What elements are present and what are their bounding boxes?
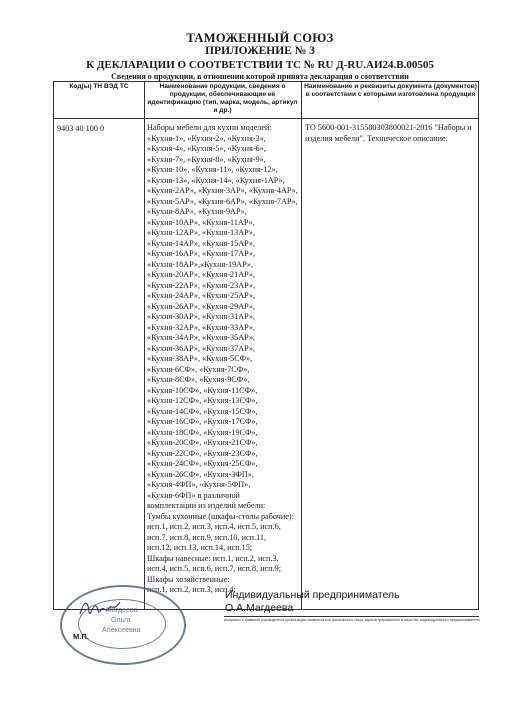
handwritten-signature	[78, 596, 122, 620]
column-header-product: Наименование продукции, сведения о продукции, обеспечивающие её идентификацию (тип, марка, модель, артикул и др.)	[147, 83, 298, 114]
annex-title: ПРИЛОЖЕНИЕ № 3	[205, 45, 315, 57]
stamp-line-1: Магдеева	[106, 607, 138, 614]
product-info-caption: Сведения о продукции, в отношении которой принята декларация о соответствии	[111, 72, 409, 81]
document-reference: ТО 5600-001-315580303800021-2016 "Наборы и изделия мебели". Техническое описание.	[305, 123, 472, 143]
column-header-code: Код(ы) ТН ВЭД ТС	[69, 83, 129, 90]
hs-code: 9403 40 100 0	[57, 124, 105, 133]
stamp-line-2: Ольга	[111, 617, 131, 624]
column-divider	[144, 82, 145, 609]
signature-line	[224, 616, 479, 617]
declaration-number: К ДЕКЛАРАЦИИ О СООТВЕТСТВИИ ТС № RU Д-RU.АИ24.В.00505	[86, 59, 434, 71]
header-row-divider	[54, 118, 478, 119]
signature-footnote: инициалы и фамилия руководителя организации-заявителя или физического лица, зарегистрированного в качестве индивидуального предпринимателя	[224, 618, 480, 622]
signer-name: О.А.Магдеева	[225, 602, 294, 614]
seal-place-label: М.П.	[73, 632, 89, 641]
product-table	[53, 81, 479, 610]
customs-union-title: ТАМОЖЕННЫЙ СОЮЗ	[186, 31, 334, 45]
product-description: Наборы мебели для кухни моделей: «Кухня-1», «Кухня-2», «Кухня-3», «Кухня-4», «Кухня-5», «Кухня-6», «Кухня-7», «Кухня-8», «Кухня-9», «Кухня-10», «Кухня-11», «Кухня-12», «Кухня-13», «Кухня-14», «Кухня-1АР», «Кухня-2АР», «Кухня-3АР», «Кухня-4АР», «Кухня-5АР», «Кухня-6АР», «Кухня-7АР», «Кухня-8АР», «Кухня-9АР», «Кухня-10АР», «Кухня-11АР», «Кухня-12АР», «Кухня-13АР», «Кухня-14АР», «Кухня-15АР», «Кухня-16АР», «Кухня-17АР», «Кухня-18АР»,«Кухня-19АР», «Кухня-20АР», «Кухня-21АР», «Кухня-22АР», «Кухня-23АР», «Кухня-24АР», «Кухня-25АР», «Кухня-26АР», «Кухня-29АР», «Кухня-30АР», «Кухня-31АР», «Кухня-32АР», «Кухня-33АР», «Кухня-34АР», «Кухня-35АР», «Кухня-36АР», «Кухня-37АР», «Кухня-38АР», «Кухня-5СФ», «Кухня-6СФ», «Кухня-7СФ», «Кухня-8СФ», «Кухня-9СФ», «Кухня-10СФ», «Кухня-11СФ», «Кухня-12СФ», «Кухня-13СФ», «Кухня-14СФ», «Кухня-15СФ», «Кухня-16СФ», «Кухня-17СФ», «Кухня-18СФ», «Кухня-19СФ», «Кухня-20СФ», «Кухня-21СФ», «Кухня-22СФ», «Кухня-23СФ», «Кухня-24СФ», «Кухня-25СФ», «Кухня-26СФ», «Кухня-3ФП», «Кухня-4ФП», «Кухня-5ФП», «Кухня-6ФП» в различной комплектации из изделий мебели: Тумбы кухонные (шкафы-столы рабочие): исп.1, исп.2, исп.3, исп.4, исп.5, исп.6, исп.7, исп.8, исп.9, исп.10, исп.11, исп.12, исп.13, исп.14, исп.15; Шкафы навесные: исп.1, исп.2, исп.3, исп.4, исп.5, исп.6, исп.7, исп.8, исп.9; Шкафы хозяйственные: исп.1, исп.2, исп.3, исп.4;	[147, 123, 298, 594]
stamp-line-3: Алексеевна	[102, 627, 141, 634]
signer-role: Индивидуальный предприниматель	[225, 589, 400, 601]
column-header-document: Наименование и реквизиты документа (документов) в соответствии с которыми изготовлена продукция	[304, 83, 477, 98]
